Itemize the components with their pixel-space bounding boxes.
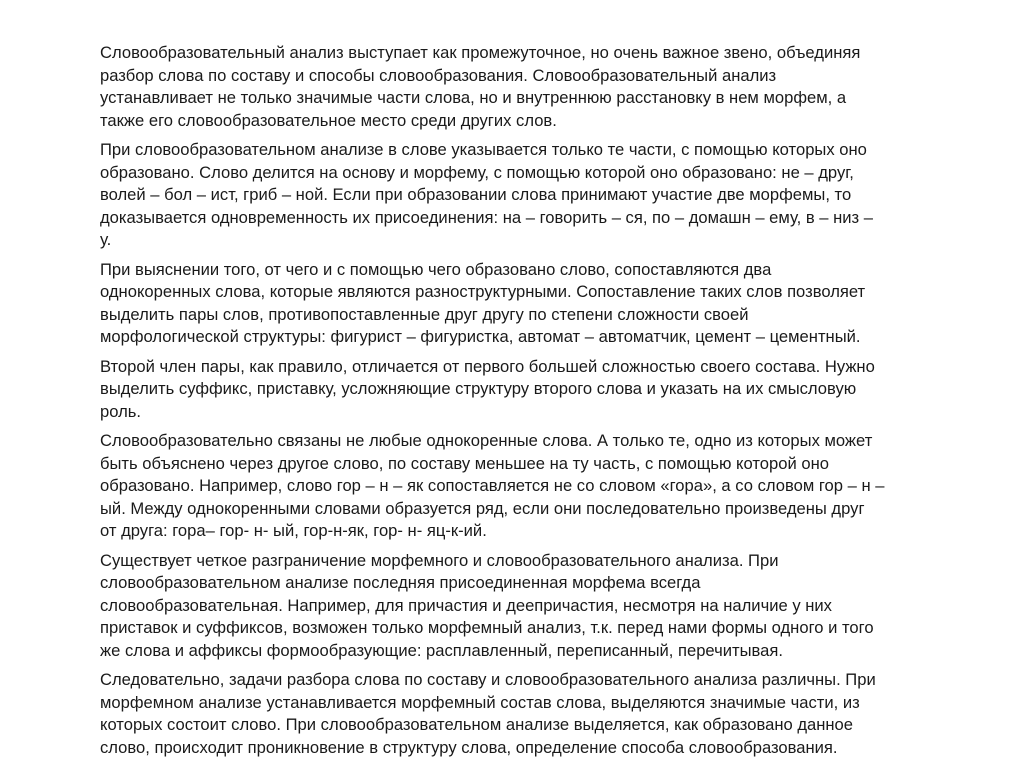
paragraph-4: Второй член пары, как правило, отличается от первого большей сложностью своего состава. Нужно выделить суффикс, приставку, усложняющие структуру второго слова и указать на их смысловую роль.: [100, 356, 875, 421]
paragraph-7: Следовательно, задачи разбора слова по составу и словообразовательного анализа различны. При морфемном анализе устанавливается морфемный состав слова, выделяются значимые части, из которых состоит слово. При словообразовательном анализе выделяется, как образовано данное слово, происходит проникновение в структуру слова, определение способа словообразования.: [100, 670, 876, 757]
paragraph-1: Словообразовательный анализ выступает как промежуточное, но очень важное звено, объединяя разбор слова по составу и способы словообразования. Словообразовательный анализ устанавливает не только значимые части слова, но и внутреннюю расстановку в нем морфем, а также его словообразовательное место среди других слов.: [100, 43, 861, 130]
document-body: [100, 42, 950, 766]
paragraph-2: При словообразовательном анализе в слове указывается только те части, с помощью которых оно образовано. Слово делится на основу и морфему, с помощью которой оно образовано: не – друг, волей – бол – ист, гриб – ной. Если при образовании слова принимают участие две морфемы, то доказывается одновременность их присоединения: на – говорить – ся, по – домашн – ему, в – низ – у.: [100, 140, 874, 249]
paragraph-3: При выяснении того, от чего и с помощью чего образовано слово, сопоставляются два однокоренных слова, которые являются разноструктурными. Сопоставление таких слов позволяет выделить пары слов, противопоставленные друг другу по степени сложности своей морфологической структуры: фигурист – фигуристка, автомат – автоматчик, цемент – цементный.: [100, 259, 866, 346]
paragraph-5: Словообразовательно связаны не любые однокоренные слова. А только те, одно из которых может быть объяснено через другое слово, по составу меньшее на ту часть, с помощью которой оно образовано. Например, слово гор – н – як сопоставляется не со словом «гора», а со словом гор – н – ый. Между однокоренными словами образуется ряд, если они последовательно произведены друг от друга: гора– гор- н- ый, гор-н-як, гор- н- яц-к-ий.: [100, 431, 885, 540]
paragraph-6: Существует четкое разграничение морфемного и словообразовательного анализа. При словообразовательном анализе последняя присоединенная морфема всегда словообразовательная. Например, для причастия и деепричастия, несмотря на наличие у них приставок и суффиксов, возможен только морфемный анализ, т.к. перед нами формы одного и того же слова и аффиксы формообразующие: расплавленный, переписанный, перечитывая.: [100, 550, 874, 660]
